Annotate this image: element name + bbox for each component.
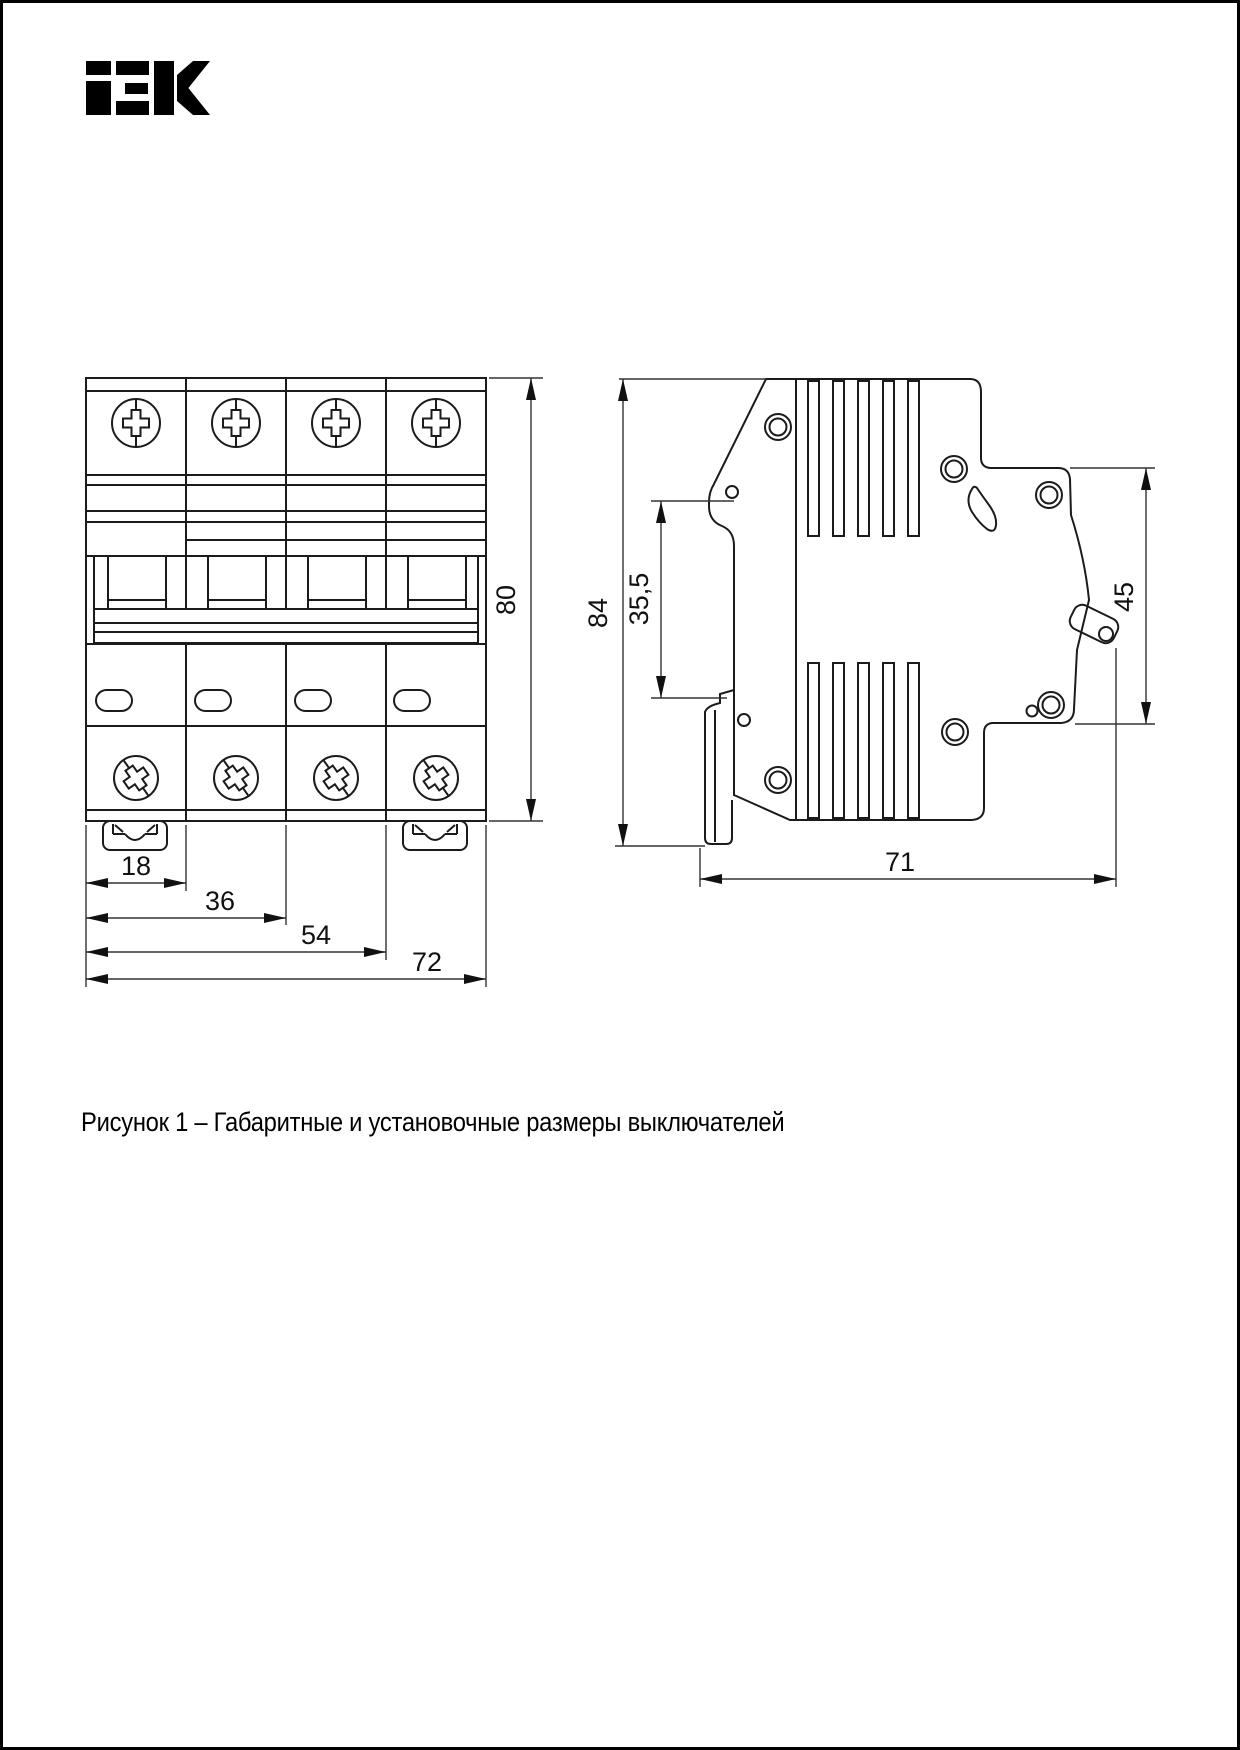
curved-slot	[969, 487, 997, 531]
front-view-dimensions	[86, 378, 543, 987]
dim-pole-width	[86, 851, 186, 888]
logo-k-stem	[154, 61, 174, 115]
rivet-boss-icon	[765, 414, 791, 440]
dim-total-height	[583, 379, 766, 846]
pin-hole	[738, 714, 750, 726]
din-clip-icon	[103, 821, 167, 850]
figure-caption: Рисунок 1 – Габаритные и установочные размеры выключателей	[81, 1107, 785, 1137]
front-view	[86, 378, 486, 850]
dim-label-84: 84	[583, 597, 613, 629]
toggle-tie-bar	[94, 609, 478, 643]
rivet-boss-icon	[942, 719, 968, 745]
dim-label-45: 45	[1109, 581, 1139, 613]
side-view	[705, 379, 1121, 844]
logo-e-mid	[125, 83, 148, 94]
logo-e-bottom	[116, 101, 149, 115]
terminal-screw-icon	[314, 753, 359, 803]
technical-drawing	[3, 3, 1240, 1750]
dim-label-71: 71	[884, 847, 916, 877]
vent-ribs-top	[808, 381, 919, 536]
logo-i-stem	[86, 81, 111, 115]
din-latch	[705, 690, 734, 844]
dim-label-80: 80	[491, 584, 521, 616]
dim-two-pole-width	[86, 886, 286, 923]
terminal-screw-icon	[214, 753, 259, 803]
rivet-boss-icon	[1038, 692, 1064, 718]
dim-label-36: 36	[204, 886, 236, 916]
lever-hole	[1099, 627, 1113, 641]
iek-logo	[86, 61, 210, 115]
rivet-boss-icon	[1036, 482, 1062, 508]
dim-label-35-5: 35,5	[624, 572, 654, 626]
terminal-screw-icon	[212, 399, 260, 447]
breaker-side-outline	[709, 379, 1089, 820]
dim-label-54: 54	[300, 920, 332, 950]
rivet-boss-icon	[765, 767, 791, 793]
rivet-boss-icon	[941, 456, 967, 482]
indicator-windows	[96, 690, 430, 711]
terminal-screw-icon	[114, 753, 159, 803]
terminal-screw-icon	[112, 399, 160, 447]
vent-ribs-bottom	[808, 663, 919, 818]
dim-label-18: 18	[120, 851, 152, 881]
logo-e-top	[116, 61, 149, 75]
terminal-screw-icon	[414, 753, 459, 803]
logo-i-dot	[86, 61, 111, 75]
dim-din-channel	[624, 501, 734, 698]
din-clip-icon	[403, 821, 467, 850]
dim-front-part-height	[1070, 468, 1155, 724]
terminal-screw-icon	[412, 399, 460, 447]
logo-k-lower-arm	[177, 85, 210, 115]
terminal-screw-icon	[312, 399, 360, 447]
pin-hole	[1027, 706, 1038, 717]
dim-label-72: 72	[411, 947, 443, 977]
pin-hole	[726, 486, 738, 498]
dim-body-height	[489, 378, 543, 821]
dim-three-pole-width	[86, 920, 386, 957]
